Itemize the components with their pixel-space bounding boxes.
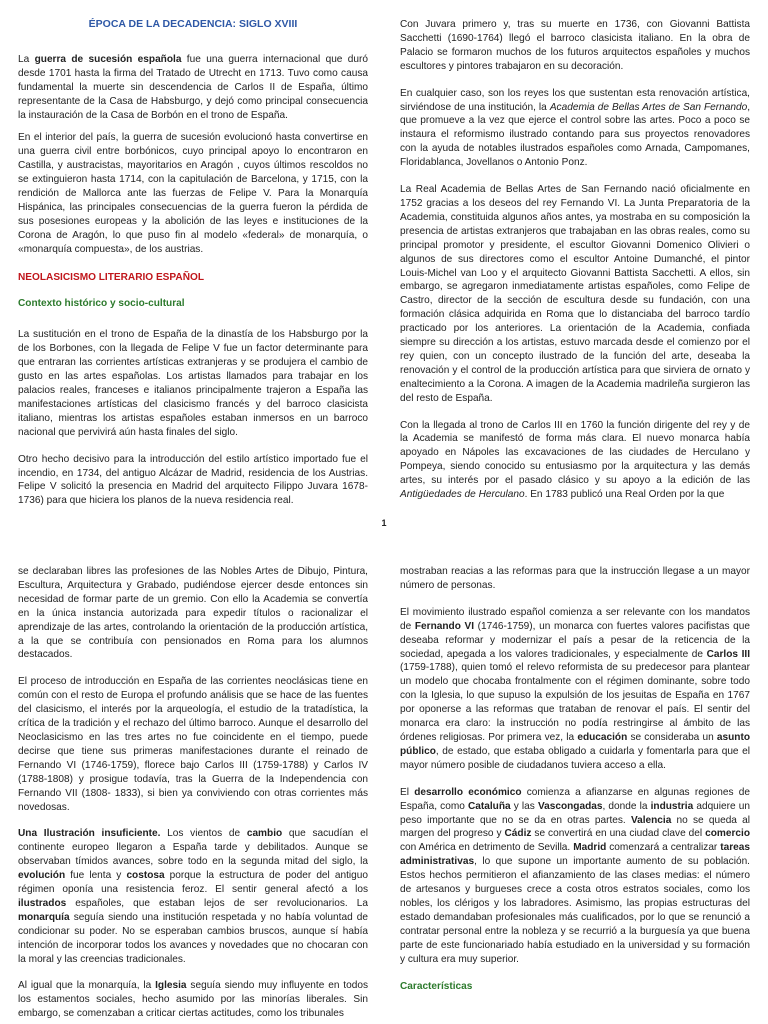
paragraph-sustitucion-trono: La sustitución en el trono de España de la dinastía de los Habsburgo por la de los Borbones, con la llegada de Felipe V fue un factor determinante para que entraran las corrientes artísticas extranjeras y se produjera el cambio de gusto en las artes españolas. Los artistas llamados para trabajar en los palacios reales, franceses e italianos principalmente trajeron a España las manifestaciones artísticas del clasicismo francés y del barroco clasicista italiano, mientras los artistas españoles estaban inmersos en un barroco nacional que pervivirá aún hasta finales del siglo. — [18, 329, 368, 438]
paragraph-guerra-civil: En el interior del país, la guerra de sucesión evolucionó hasta convertirse en una guerra civil entre borbónicos, cuyo principal apoyo lo encontraron en Castilla, y austracistas, mayoritarios en Aragón , cuyos últimos rescoldos no se extinguieron hasta 1714, con la capitulación de Barcelona, y 1715, con la rendición de Mallorca ante las fuerzas de Felipe V. Para la Monarquía Hispánica, las principales consecuencias de la guerra fueron la pérdida de sus posesiones europeas y la abolición de las leyes e instituciones de la Corona de Aragón, lo que puso fin al modelo «federal» de monarquía, o «monarquía compuesta», de los austrias. — [18, 132, 368, 255]
document-page-2 — [0, 557, 768, 1024]
paragraph-carlos-iii: Con la llegada al trono de Carlos III en 1760 la función dirigente del rey y de la Academia se manifestó de forma más clara. El nuevo monarca había apoyado en Nápoles las excavaciones de las ciudades de Herculano y Pompeya, siendo conocido su entusiasmo por la arquitectura y las demás artes, su interés por el pasado clásico y su apoyo a la edición de las Antigüedades de Herculano. En 1783 publicó una Real Orden por la que — [400, 419, 750, 501]
page2-right-column — [400, 565, 750, 1012]
paragraph-desarrollo-economico: El desarrollo económico comienza a afianzarse en algunas regiones de España, como Cataluña y las Vascongadas, donde la industria adquiere un peso importante que no se da en otras partes. Valencia no se queda al margen del progreso y Cádiz se convertirá en una ciudad clave del comercio con América en detrimento de Sevilla. Madrid comenzará a centralizar tareas administrativas, lo que supone un importante aumento de su población. Estos hechos permitieron el afianzamiento de las clases medias: el número de artesanos y burgueses crece a costa otros estratos sociales, como los nobles, los clérigos y los labradores. Asimismo, las propias estructuras del estado demandaban profesionales más cualificados, por lo que se renunció a contratar personal entre la nobleza y se recurrió a la burguesía ya que buena parte de este funcionariado había estudiado en la universidad y su formación y cultura era muy superior. — [400, 786, 751, 965]
page1-right-column — [400, 18, 750, 511]
paragraph-nobles-artes: se declaraban libres las profesiones de las Nobles Artes de Dibujo, Pintura, Escultura, Arquitectura y Grabado, pudiéndose ejercer desde entonces sin necesidad de formar parte de un gremio. Con ello la Academia se convertía en la única instancia autorizada para expedir títulos o racionalizar el aprendizaje de las artes, controlando la orientación de la producción artística, a la que se contribuía con pensionados en Roma para los alumnos destacados. — [18, 566, 368, 661]
page-separator — [0, 535, 768, 557]
section-heading-neoclasicismo: NEOLASICISMO LITERARIO ESPAÑOL — [18, 271, 204, 283]
subsection-heading-caracteristicas: Características — [400, 981, 473, 993]
page2-left-column — [18, 565, 368, 1024]
paragraph-reacias-reformas: mostraban reacias a las reformas para que la instrucción llegase a un mayor número de personas. — [400, 566, 750, 591]
paragraph-ilustracion-insuficiente: Una Ilustración insuficiente. Los vientos de cambio que sacudían el continente europeo llegaron a España tarde y debilitados. Aunque se observaban tímidos avances, sobre todo en la segunda mitad del siglo, la evolución fue lenta y costosa porque la estructura de poder del antiguo régimen oponía una resistencia feroz. El sentir general afectó a los ilustrados españoles, que estaban lejos de ser revolucionarios. La monarquía seguía siendo una institución respetada y no había voluntad de condicionar su poder. No se esperaban cambios bruscos, aunque sí había intención de incorporar todos los avances y novedades que no chocaran con la moral y las creencias tradicionales. — [18, 828, 368, 965]
paragraph-incendio-alcazar: Otro hecho decisivo para la introducción del estilo artístico importado fue el incendio, en 1734, del antiguo Alcázar de Madrid, residencia de los Austrias. Felipe V solicitó la presencia en Madrid del arquitecto Filippo Juvara 1678-1736) para que hiciera los planos de la nueva residencia real. — [18, 453, 368, 507]
paragraph-real-academia: La Real Academia de Bellas Artes de San Fernando nació oficialmente en 1752 gracias a los deseos del rey Fernando VI. La Junta Preparatoria de la Academia, constituida algunos años antes, ya mostraba en su composición la presencia de artistas extranjeros que trabajaban en las obras reales, como su principal promotor y presidente, el escultor Giovanni Domenico Olivieri o algunos de sus directores como el escultor Antoine Dumanché, el pintor Louis-Michel van Loo y el arquitecto Giovanni Battista Sacchetti. A ellos, sin embargo, se agregaron inmediatamente artistas españoles, como Felipe de Castro, director de la sección de escultura desde su fundación, con una formación clásica adquirida en Roma que lo distanciaba del barroco tardío practicado por los anteriores. La orientación de la Academia, confiada siempre su dirección a los artistas, estuvo marcada desde el comienzo por el rey quien, con un concepto ilustrado de la función del arte, deseaba la renovación y el control de la producción artística para que sirviera de ornato y enaltecimiento a la Corona. A imagen de la Academia madrileña surgieron las del resto de España. — [400, 184, 750, 404]
subsection-heading-contexto: Contexto histórico y socio-cultural — [18, 297, 185, 309]
paragraph-movimiento-ilustrado: El movimiento ilustrado español comienza a ser relevante con los mandatos de Fernando VI (1746-1759), un monarca con fuertes valores pacifistas que deseaba reformar y modernizar el país a pesar de la reticencia de la sociedad, apegada a los valores tradicionales, y especialmente de Carlos III (1759-1788), quien tomó el relevo reformista de su predecesor para plantear un modelo que chocaba frontalmente con el régimen dominante, sobre todo con la Iglesia, lo que supuso la expulsión de los jesuitas de España en 1767 por oponerse a las reformas que trataban de renovar el país. El sentir del monarca era claro: la instrucción no podía restringirse al ámbito de las órdenes religiosas. Por primera vez, la educación se consideraba un asunto público, de estado, que estaba obligado a cuidarla y fomentarla para que el mayor número posible de ciudadanos tuviera acceso a ella. — [400, 606, 750, 771]
paragraph-academia-renovacion: En cualquier caso, son los reyes los que sustentan esta renovación artística, sirviéndose de una institución, la Academia de Bellas Artes de San Fernando, que promueve a la vez que ejerce el control sobre las artes. Poco a poco se instaura el reformismo ilustrado contando para sus proyectos renovadores con la ayuda de notables ilustrados españoles como Arnada, Campomanes, Floridablanca, Jovellanos o Antonio Ponz. — [400, 87, 750, 169]
paragraph-corrientes-neoclasicas: El proceso de introducción en España de las corrientes neoclásicas tiene en común con el resto de Europa el profundo análisis que se hace de las fuentes del clasicismo, el interés por la arqueología, el estudio de la tratadística, la crítica de la tradición y el rechazo del último barroco. Aunque el desarrollo del Neoclasicismo en las tres artes no fue coincidente en el tiempo, puede decirse que tiene sus primeras manifestaciones durante el reinado de Fernando VI (1746-1759), florece bajo Carlos III (1759-1788) y Carlos IV (1788-1808) y prosigue todavía, tras la Guerra de la Independencia con Fernando VII (1808- 1833), si bien ya conviviendo con otras corrientes más novedosas. — [18, 676, 368, 813]
page-number: 1 — [381, 518, 387, 528]
paragraph-iglesia: Al igual que la monarquía, la Iglesia seguía siendo muy influyente en todos los estamentos sociales, hecho asumido por las minorías liberales. Sin embargo, se comenzaban a criticar ciertas actitudes, como los tribunales — [18, 980, 368, 1020]
paragraph-guerra-sucesion: La guerra de sucesión española fue una guerra internacional que duró desde 1701 hasta la firma del Tratado de Utrecht en 1713. Tuvo como causa fundamental la muerte sin descendencia de Carlos II de España, último representante de la Casa de Habsburgo, y dejó como principal consecuencia la instauración de la Casa de Borbón en el trono de España. — [18, 53, 368, 121]
page-title: ÉPOCA DE LA DECADENCIA: SIGLO XVIII — [88, 18, 298, 30]
page1-left-column — [18, 18, 368, 517]
paragraph-juvara: Con Juvara primero y, tras su muerte en 1736, con Giovanni Battista Sacchetti (1690-1764) llegó el barroco clasicista italiano. En la obra de Palacio se formaron muchos de los futuros arquitectos españoles y muchos escultores y pintores trabajaron en su decoración. — [400, 19, 750, 72]
